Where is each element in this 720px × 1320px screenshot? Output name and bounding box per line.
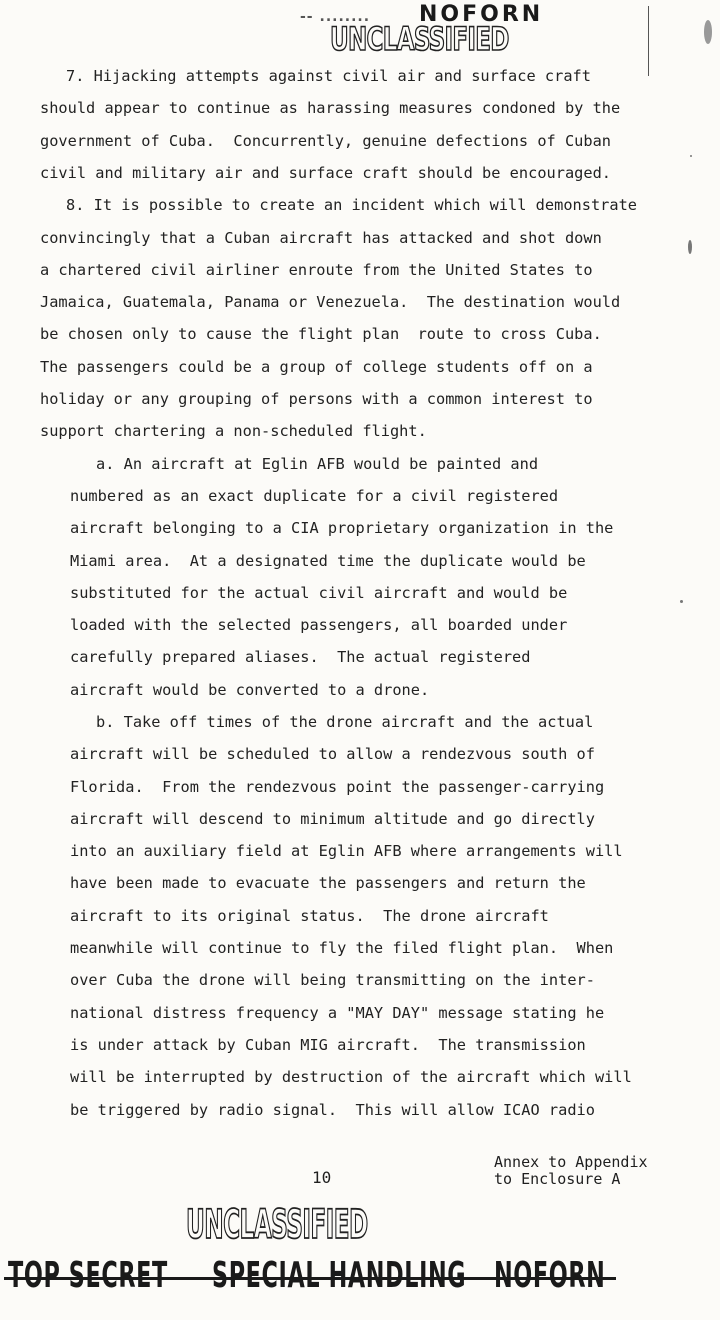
annex-line-1: Annex to Appendix bbox=[494, 1153, 648, 1171]
text-line: aircraft to its original status. The drone aircraft bbox=[70, 907, 549, 925]
text-line: meanwhile will continue to fly the filed flight plan. When bbox=[70, 939, 614, 957]
scan-speck bbox=[680, 600, 683, 603]
unclassified-stamp-top: UNCLASSIFIED bbox=[330, 20, 509, 58]
text-line: aircraft would be converted to a drone. bbox=[70, 681, 430, 699]
text-line: is under attack by Cuban MIG aircraft. The transmission bbox=[70, 1036, 586, 1054]
text-line: support chartering a non-scheduled flight. bbox=[40, 422, 427, 440]
text-line: have been made to evacuate the passengers and return the bbox=[70, 874, 586, 892]
text-line: The passengers could be a group of college students off on a bbox=[40, 358, 593, 376]
text-line: convincingly that a Cuban aircraft has attacked and shot down bbox=[40, 229, 602, 247]
text-line: be chosen only to cause the flight plan route to cross Cuba. bbox=[40, 325, 602, 343]
marking-noforn: NOFORN bbox=[494, 1255, 606, 1296]
unclassified-stamp-bottom: UNCLASSIFIED bbox=[186, 1202, 368, 1248]
text-line: holiday or any grouping of persons with a common interest to bbox=[40, 390, 593, 408]
text-line: a chartered civil airliner enroute from the United States to bbox=[40, 261, 593, 279]
text-line: Miami area. At a designated time the duplicate would be bbox=[70, 552, 586, 570]
text-line: should appear to continue as harassing measures condoned by the bbox=[40, 99, 621, 117]
text-line: aircraft will descend to minimum altitude and go directly bbox=[70, 810, 595, 828]
text-line: aircraft belonging to a CIA proprietary organization in the bbox=[70, 519, 614, 537]
scan-smudge bbox=[688, 240, 692, 254]
text-line: 7. Hijacking attempts against civil air and surface craft bbox=[66, 67, 591, 85]
text-line: into an auxiliary field at Eglin AFB where arrangements will bbox=[70, 842, 623, 860]
text-line: over Cuba the drone will being transmitting on the inter- bbox=[70, 971, 595, 989]
text-line: carefully prepared aliases. The actual registered bbox=[70, 648, 531, 666]
text-line: substituted for the actual civil aircraft and would be bbox=[70, 584, 568, 602]
text-line: loaded with the selected passengers, all boarded under bbox=[70, 616, 568, 634]
top-stamp-faded-text: -- ........ bbox=[300, 9, 371, 25]
scan-edge-mark bbox=[648, 6, 649, 76]
text-line: be triggered by radio signal. This will allow ICAO radio bbox=[70, 1101, 595, 1119]
text-line: a. An aircraft at Eglin AFB would be painted and bbox=[96, 455, 539, 473]
text-line: will be interrupted by destruction of the aircraft which will bbox=[70, 1068, 632, 1086]
marking-special-handling: SPECIAL HANDLING bbox=[212, 1255, 467, 1296]
text-line: b. Take off times of the drone aircraft and the actual bbox=[96, 713, 594, 731]
text-line: national distress frequency a "MAY DAY" message stating he bbox=[70, 1004, 605, 1022]
text-line: government of Cuba. Concurrently, genuine defections of Cuban bbox=[40, 132, 611, 150]
text-line: Florida. From the rendezvous point the passenger-carrying bbox=[70, 778, 605, 796]
scan-speck bbox=[690, 155, 692, 157]
text-line: civil and military air and surface craft should be encouraged. bbox=[40, 164, 611, 182]
top-stamp-noforn: NOFORN bbox=[419, 2, 544, 27]
text-line: Jamaica, Guatemala, Panama or Venezuela. The destination would bbox=[40, 293, 621, 311]
annex-line-2: to Enclosure A bbox=[494, 1170, 621, 1188]
annex-reference bbox=[494, 1154, 648, 1188]
scan-smudge bbox=[704, 20, 712, 44]
text-line: numbered as an exact duplicate for a civil registered bbox=[70, 487, 559, 505]
marking-top-secret: TOP SECRET bbox=[8, 1255, 168, 1296]
text-line: 8. It is possible to create an incident which will demonstrate bbox=[66, 196, 637, 214]
text-line: aircraft will be scheduled to allow a rendezvous south of bbox=[70, 745, 595, 763]
bottom-classification-banner bbox=[0, 1254, 720, 1298]
page-number: 10 bbox=[312, 1168, 332, 1187]
